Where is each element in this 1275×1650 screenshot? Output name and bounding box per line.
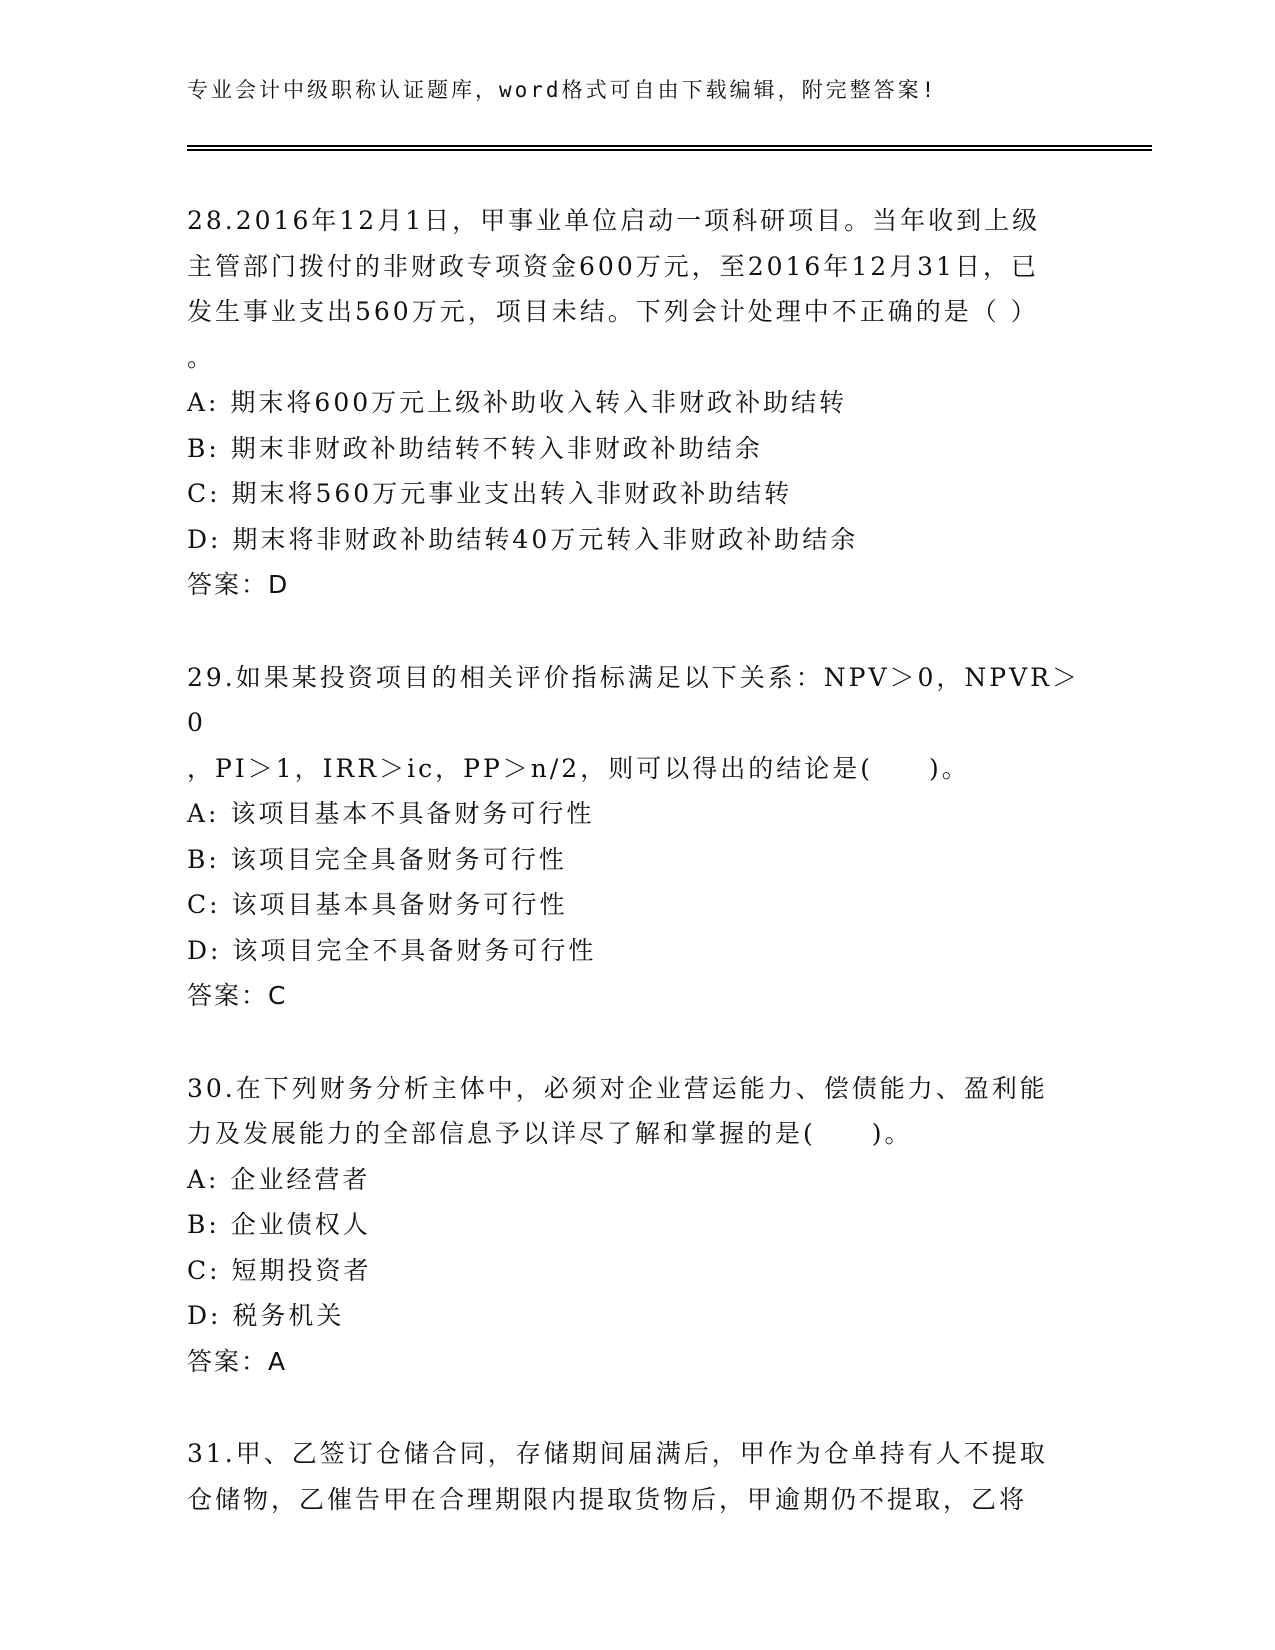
option-b: B: 企业债权人	[187, 1210, 371, 1239]
question-29	[187, 655, 1087, 1019]
question-spacer	[187, 1384, 1087, 1431]
question-28	[187, 198, 1087, 608]
question-31	[187, 1431, 1087, 1522]
answer-line: 答案：C	[187, 981, 288, 1010]
option-a: A: 期末将600万元上级补助收入转入非财政补助结转	[187, 388, 848, 417]
question-text-line: 发生事业支出560万元，项目未结。下列会计处理中不正确的是（ ）	[187, 297, 1039, 326]
question-text-line: 29.如果某投资项目的相关评价指标满足以下关系：NPV＞0，NPVR＞0	[187, 662, 1080, 737]
option-c: C: 该项目基本具备财务可行性	[187, 890, 568, 919]
question-text-line: 31.甲、乙签订仓储合同，存储期间届满后，甲作为仓单持有人不提取	[187, 1439, 1048, 1468]
question-text-line: 28.2016年12月1日，甲事业单位启动一项科研项目。当年收到上级	[187, 206, 1041, 235]
option-b: B: 该项目完全具备财务可行性	[187, 844, 567, 874]
question-text-line: 30.在下列财务分析主体中，必须对企业营运能力、偿债能力、盈利能	[187, 1073, 1048, 1103]
question-text-line: 主管部门拨付的非财政专项资金600万元，至2016年12月31日，已	[187, 251, 1039, 281]
answer-line: 答案：A	[187, 1346, 288, 1376]
header-divider-second	[187, 149, 1152, 151]
option-d: D: 期末将非财政补助结转40万元转入非财政补助结余	[187, 524, 859, 554]
question-text-line: 力及发展能力的全部信息予以详尽了解和掌握的是( )。	[187, 1119, 913, 1148]
option-d: D: 税务机关	[187, 1301, 345, 1330]
question-text-line: 。	[187, 342, 216, 372]
header-divider	[187, 145, 1152, 147]
option-d: D: 该项目完全不具备财务可行性	[187, 935, 597, 965]
question-text-line: 仓储物，乙催告甲在合理期限内提取货物后，甲逾期仍不提取，乙将	[187, 1484, 1028, 1514]
option-a: A: 该项目基本不具备财务可行性	[187, 799, 595, 828]
question-30	[187, 1066, 1087, 1385]
option-c: C: 短期投资者	[187, 1255, 372, 1285]
page-header-text: 专业会计中级职称认证题库，word格式可自由下载编辑，附完整答案!	[187, 78, 938, 102]
question-spacer	[187, 608, 1087, 655]
option-b: B: 期末非财政补助结转不转入非财政补助结余	[187, 433, 763, 463]
question-spacer	[187, 1019, 1087, 1066]
question-text-line: ，PI＞1，IRR＞ic，PP＞n/2，则可以得出的结论是( )。	[187, 753, 970, 783]
question-list	[187, 198, 1087, 1522]
option-c: C: 期末将560万元事业支出转入非财政补助结转	[187, 479, 793, 508]
option-a: A: 企业经营者	[187, 1164, 371, 1194]
answer-line: 答案：D	[187, 570, 290, 599]
